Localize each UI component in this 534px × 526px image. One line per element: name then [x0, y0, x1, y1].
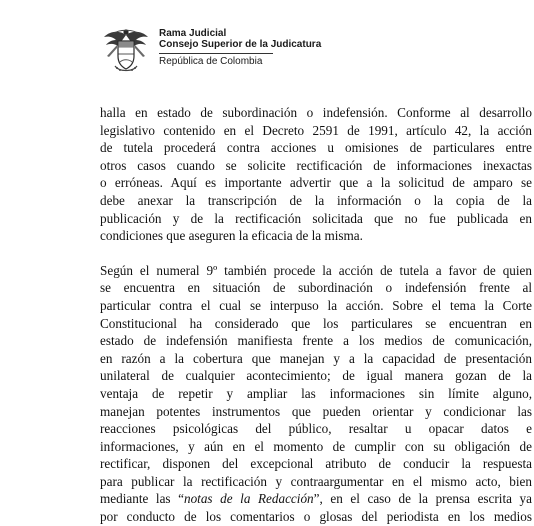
- letterhead-divider: [159, 53, 273, 54]
- text-line: en razón a la cobertura que manejan y a la capacidad de presentación: [100, 350, 532, 366]
- text-line: manejan potentes instrumentos que pueden orientar y condicionar las: [100, 403, 532, 419]
- text-line: Según el numeral 9º también procede la acción de tutela a favor de quien: [100, 262, 532, 278]
- text-line-with-italic: [100, 490, 532, 508]
- paragraph-1: [100, 104, 532, 245]
- coat-of-arms-icon: [101, 26, 151, 76]
- paragraph-gap: [100, 245, 532, 262]
- line-text-after: ”, en el caso de la prensa escrita ya: [313, 491, 532, 507]
- text-line: particular contra el cual se interpuso la acción. Sobre el tema la Corte: [100, 297, 532, 313]
- text-line: rectificar, disponen del excepcional atributo de conducir la respuesta: [100, 456, 532, 472]
- text-line: condiciones que aseguren la eficacia de la misma.: [100, 228, 363, 244]
- institution-branch: Rama Judicial: [159, 28, 227, 39]
- institution-council: Consejo Superior de la Judicatura: [159, 39, 322, 50]
- text-line: informaciones, y aún en el momento de cumplir con su obligación de: [100, 438, 532, 454]
- text-line: halla en estado de subordinación o indefensión. Conforme al desarrollo: [100, 105, 532, 120]
- text-line: Constitucional ha considerado que los particulares se encuentran en: [100, 315, 532, 331]
- text-line: o erróneas. Aquí es importante advertir que a la solicitud de amparo se: [100, 175, 532, 191]
- text-line: estado de indefensión manifiesta frente a los medios de comunicación,: [100, 333, 532, 349]
- line-text-before: mediante las “: [100, 491, 184, 507]
- text-line: se encuentra en situación de subordinación o indefensión frente al: [100, 280, 532, 296]
- italic-quote: notas de la Redacción: [183, 491, 314, 507]
- text-line: de tutela procederá contra acciones u omisiones de particulares entre: [100, 140, 532, 156]
- text-line: otros casos cuando se solicite rectificación de informaciones inexactas: [100, 157, 532, 173]
- text-line: debe anexar la transcripción de la información o la copia de la: [100, 192, 532, 208]
- institution-country: República de Colombia: [159, 56, 263, 67]
- text-line: para publicar la rectificación y contraargumentar en el mismo acto, bien: [100, 473, 532, 489]
- paragraph-2: [100, 262, 532, 526]
- text-line: unilateral de cualquier acontecimiento; de igual manera gozan de la: [100, 368, 532, 384]
- text-line: ventaja de repetir y ampliar las informaciones sin límite alguno,: [100, 385, 532, 401]
- document-body: [100, 104, 532, 526]
- letterhead-text: [159, 28, 321, 68]
- text-line: reacciones psicológicas del público, resaltar u opacar datos e: [100, 421, 532, 437]
- text-line: legislativo contenido en el Decreto 2591 de 1991, artículo 42, la acción: [100, 122, 532, 138]
- text-line-cut-off: por conducto de los comentarios o glosas del periodista en los medios: [100, 509, 532, 525]
- text-line: publicación y de la rectificación solicitada que no fue publicada en: [100, 210, 532, 226]
